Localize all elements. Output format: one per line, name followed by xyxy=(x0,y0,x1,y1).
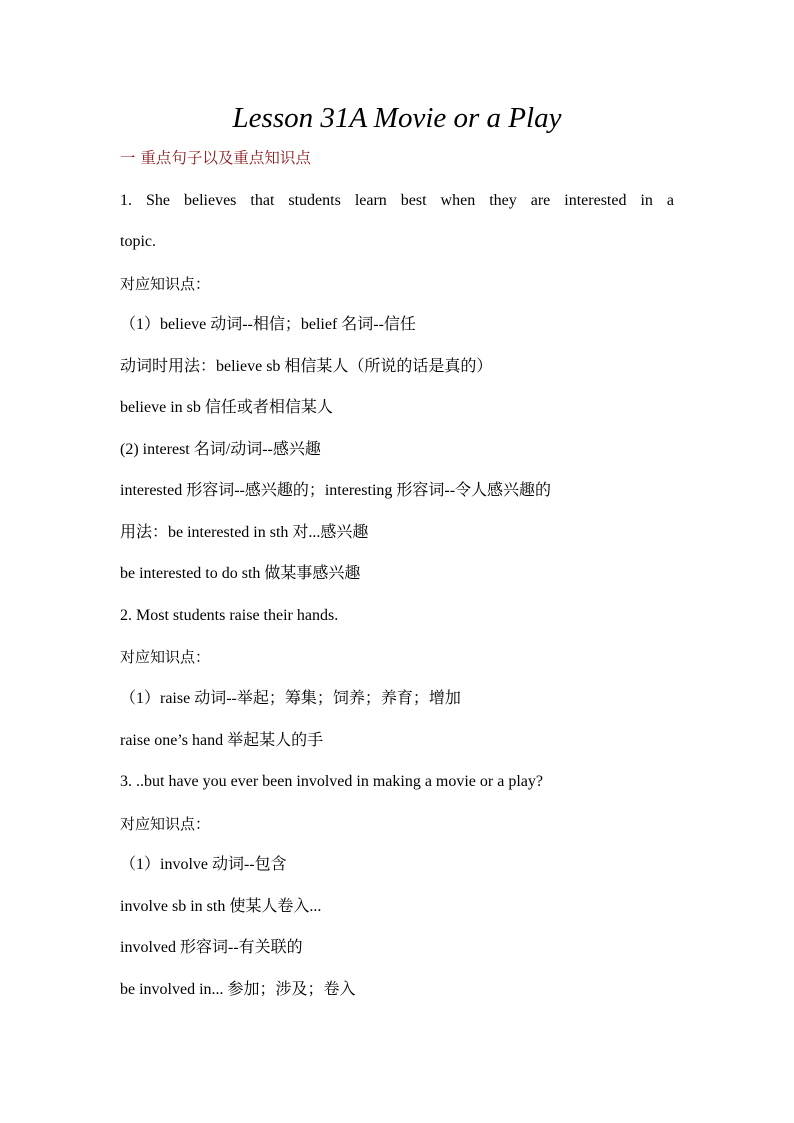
sentence-1-line-2: topic. xyxy=(120,233,156,250)
knowledge-point-3-item-2: involve sb in sth 使某人卷入... xyxy=(120,898,322,915)
section-heading: 一 重点句子以及重点知识点 xyxy=(120,149,311,167)
sentence-3: 3. ..but have you ever been involved in making a movie or a play? xyxy=(120,773,543,790)
knowledge-point-1-item-4: (2) interest 名词/动词--感兴趣 xyxy=(120,441,321,458)
knowledge-point-1-item-6: 用法：be interested in sth 对...感兴趣 xyxy=(120,524,369,541)
knowledge-point-2-item-2: raise one’s hand 举起某人的手 xyxy=(120,732,324,749)
knowledge-point-1-item-5: interested 形容词--感兴趣的；interesting 形容词--令人感兴趣的 xyxy=(120,482,552,499)
knowledge-point-3-item-1: （1）involve 动词--包含 xyxy=(120,856,287,873)
knowledge-point-1-item-1: （1）believe 动词--相信；belief 名词--信任 xyxy=(120,316,416,333)
knowledge-point-1-item-7: be interested to do sth 做某事感兴趣 xyxy=(120,565,361,582)
knowledge-point-3-item-3: involved 形容词--有关联的 xyxy=(120,939,303,956)
knowledge-point-1-item-2: 动词时用法：believe sb 相信某人（所说的话是真的） xyxy=(120,358,493,375)
knowledge-point-2-item-1: （1）raise 动词--举起；筹集；饲养；养育；增加 xyxy=(120,690,461,707)
sentence-1-line-1: 1. She believes that students learn best when they are interested in a xyxy=(120,192,674,209)
page-title: Lesson 31A Movie or a Play xyxy=(232,102,562,134)
knowledge-point-1-item-3: believe in sb 信任或者相信某人 xyxy=(120,399,333,416)
knowledge-point-3-item-4: be involved in... 参加；涉及；卷入 xyxy=(120,981,356,998)
knowledge-point-label-3: 对应知识点： xyxy=(120,815,211,833)
knowledge-point-label-2: 对应知识点： xyxy=(120,648,211,666)
knowledge-point-label-1: 对应知识点： xyxy=(120,275,211,293)
sentence-2: 2. Most students raise their hands. xyxy=(120,607,339,624)
